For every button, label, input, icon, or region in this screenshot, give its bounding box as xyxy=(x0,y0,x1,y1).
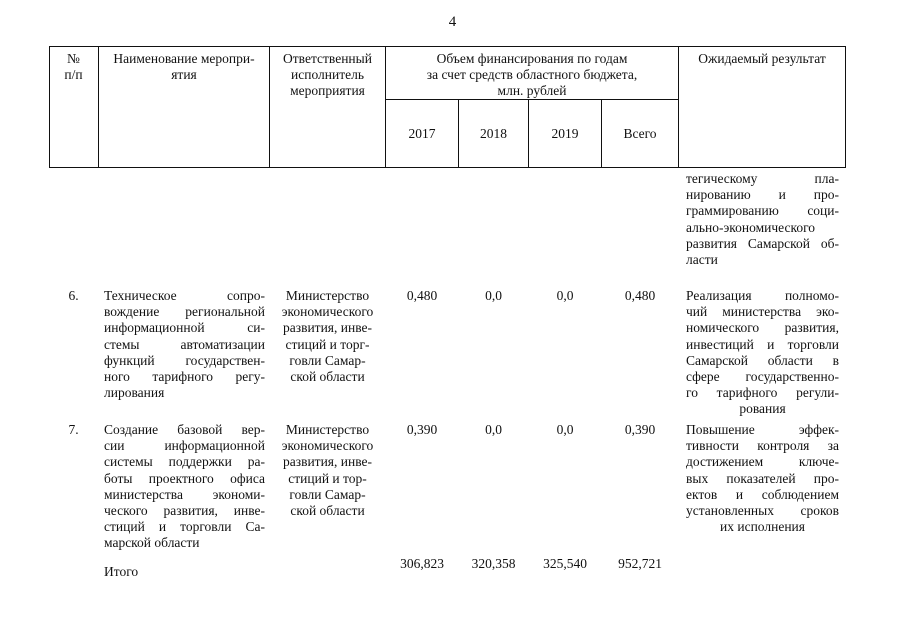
header-year-2017: 2017 xyxy=(408,126,436,141)
header-financing: Объем финансирования по годам за счет средств областного бюджета, млн. рублей xyxy=(426,51,638,98)
value-2019: 0,0 xyxy=(556,288,574,303)
header-total: Всего xyxy=(623,126,657,141)
value-2019: 0,0 xyxy=(556,422,574,437)
value-2017: 0,480 xyxy=(406,288,438,303)
total-2019: 325,540 xyxy=(543,556,587,571)
row-result: Реализация полномо- чий министерства эко- номического развития, инвестиций и торговли Самарской области в сфере государственно- го тарифного регули- рования xyxy=(686,288,839,417)
page-number: 4 xyxy=(448,14,457,30)
total-2018: 320,358 xyxy=(471,556,516,571)
row-name: Техническое сопро- вождение региональной информационной си- стемы автоматизации функций государствен- ного тарифного регу- лирования xyxy=(104,288,265,401)
row-responsible: Министерство экономического развития, инве- стиций и тор- говли Самар- ской области xyxy=(281,422,374,519)
header-year-2019: 2019 xyxy=(551,126,579,141)
total-2017: 306,823 xyxy=(400,556,444,571)
header-num: № п/п xyxy=(64,51,83,82)
row-number: 6. xyxy=(68,288,79,303)
total-label: Итого xyxy=(104,564,139,579)
total-all: 952,721 xyxy=(618,556,662,571)
value-2017: 0,390 xyxy=(406,422,438,437)
header-name: Наименование меропри- ятия xyxy=(113,51,255,82)
header-responsible: Ответственный исполнитель мероприятия xyxy=(283,51,372,98)
row-responsible: Министерство экономического развития, инве- стиций и торг- говли Самар- ской области xyxy=(281,288,374,385)
continued-result: тегическому пла- нированию и про- граммированию соци- ально-экономического развития Самарской об- ласти xyxy=(686,171,839,268)
value-total: 0,390 xyxy=(624,422,656,437)
header-year-2018: 2018 xyxy=(480,126,507,141)
value-total: 0,480 xyxy=(624,288,656,303)
row-result: Повышение эффек- тивности контроля за достижением ключе- вых показателей про- ектов и соблюдением установленных сроков их исполнения xyxy=(686,422,839,535)
row-name: Создание базовой вер- сии информационной системы поддержки ра- боты проектного офиса министерства экономи- ческого развития, инве- стиций и торговли Са- марской области xyxy=(104,422,265,551)
header-result: Ожидаемый результат xyxy=(698,51,826,66)
value-2018: 0,0 xyxy=(485,422,502,437)
row-number: 7. xyxy=(68,422,79,437)
value-2018: 0,0 xyxy=(485,288,502,303)
